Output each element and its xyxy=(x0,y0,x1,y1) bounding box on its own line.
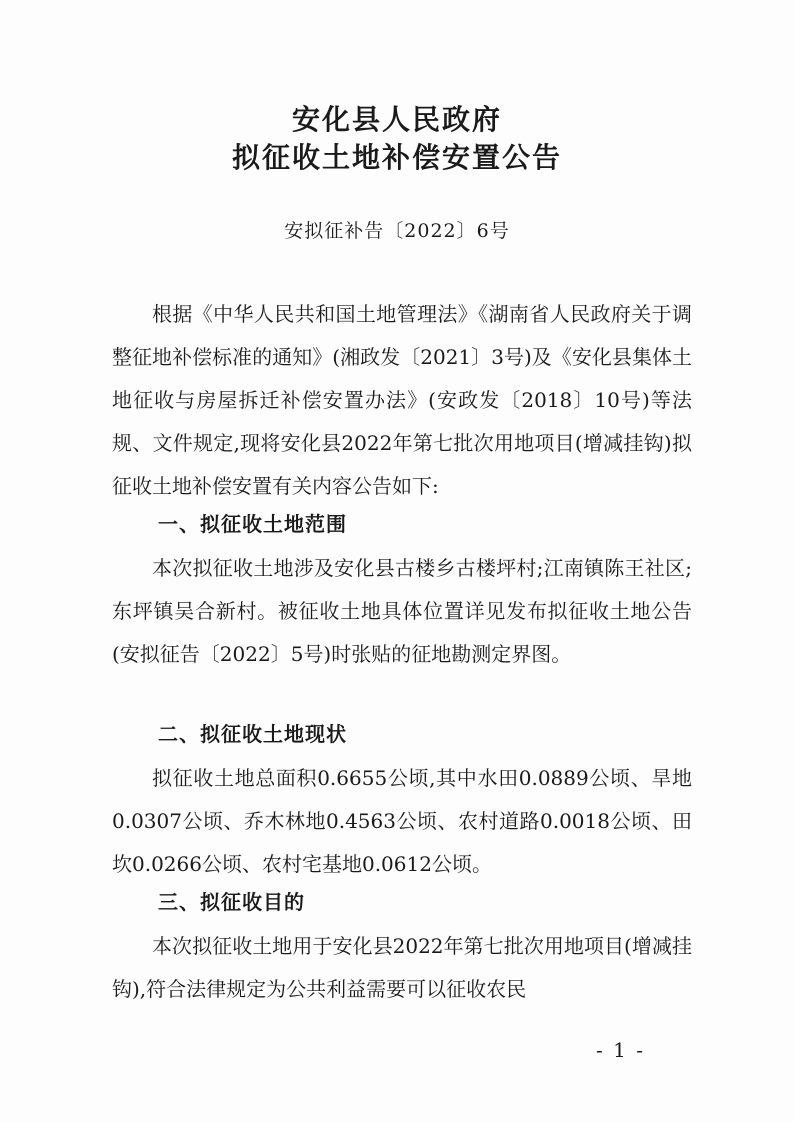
document-number: 安拟征补告〔2022〕6号 xyxy=(284,220,510,242)
section3-heading: 三、拟征收目的 xyxy=(158,890,305,914)
section3-paragraph: 本次拟征收土地用于安化县2022年第七批次用地项目(增减挂钩),符合法律规定为公共利益需要可以征收农民 xyxy=(112,934,692,1001)
document-title-line1: 安化县人民政府 xyxy=(291,103,502,136)
intro-paragraph: 根据《中华人民共和国土地管理法》《湖南省人民政府关于调整征地补偿标准的通知》(湘政发〔2021〕3号)及《安化县集体土地征收与房屋拆迁补偿安置办法》(安政发〔2018〕10号)等法规、文件规定,现将安化县2022年第七批次用地项目(增减挂钩)拟征收土地补偿安置有关内容公告如下: xyxy=(112,302,692,498)
section2-heading: 二、拟征收土地现状 xyxy=(158,722,347,746)
section1-heading: 一、拟征收土地范围 xyxy=(158,512,347,536)
document-title-line2: 拟征收土地补偿安置公告 xyxy=(231,141,562,174)
page-number: - 1 - xyxy=(596,1038,645,1062)
section2-paragraph: 拟征收土地总面积0.6655公顷,其中水田0.0889公顷、旱地0.0307公顷、乔木林地0.4563公顷、农村道路0.0018公顷、田坎0.0266公顷、农村宅基地0.0612公顷。 xyxy=(112,766,692,876)
section1-paragraph: 本次拟征收土地涉及安化县古楼乡古楼坪村;江南镇陈王社区;东坪镇吴合新村。被征收土地具体位置详见发布拟征收土地公告(安拟征告〔2022〕5号)时张贴的征地勘测定界图。 xyxy=(112,556,692,666)
